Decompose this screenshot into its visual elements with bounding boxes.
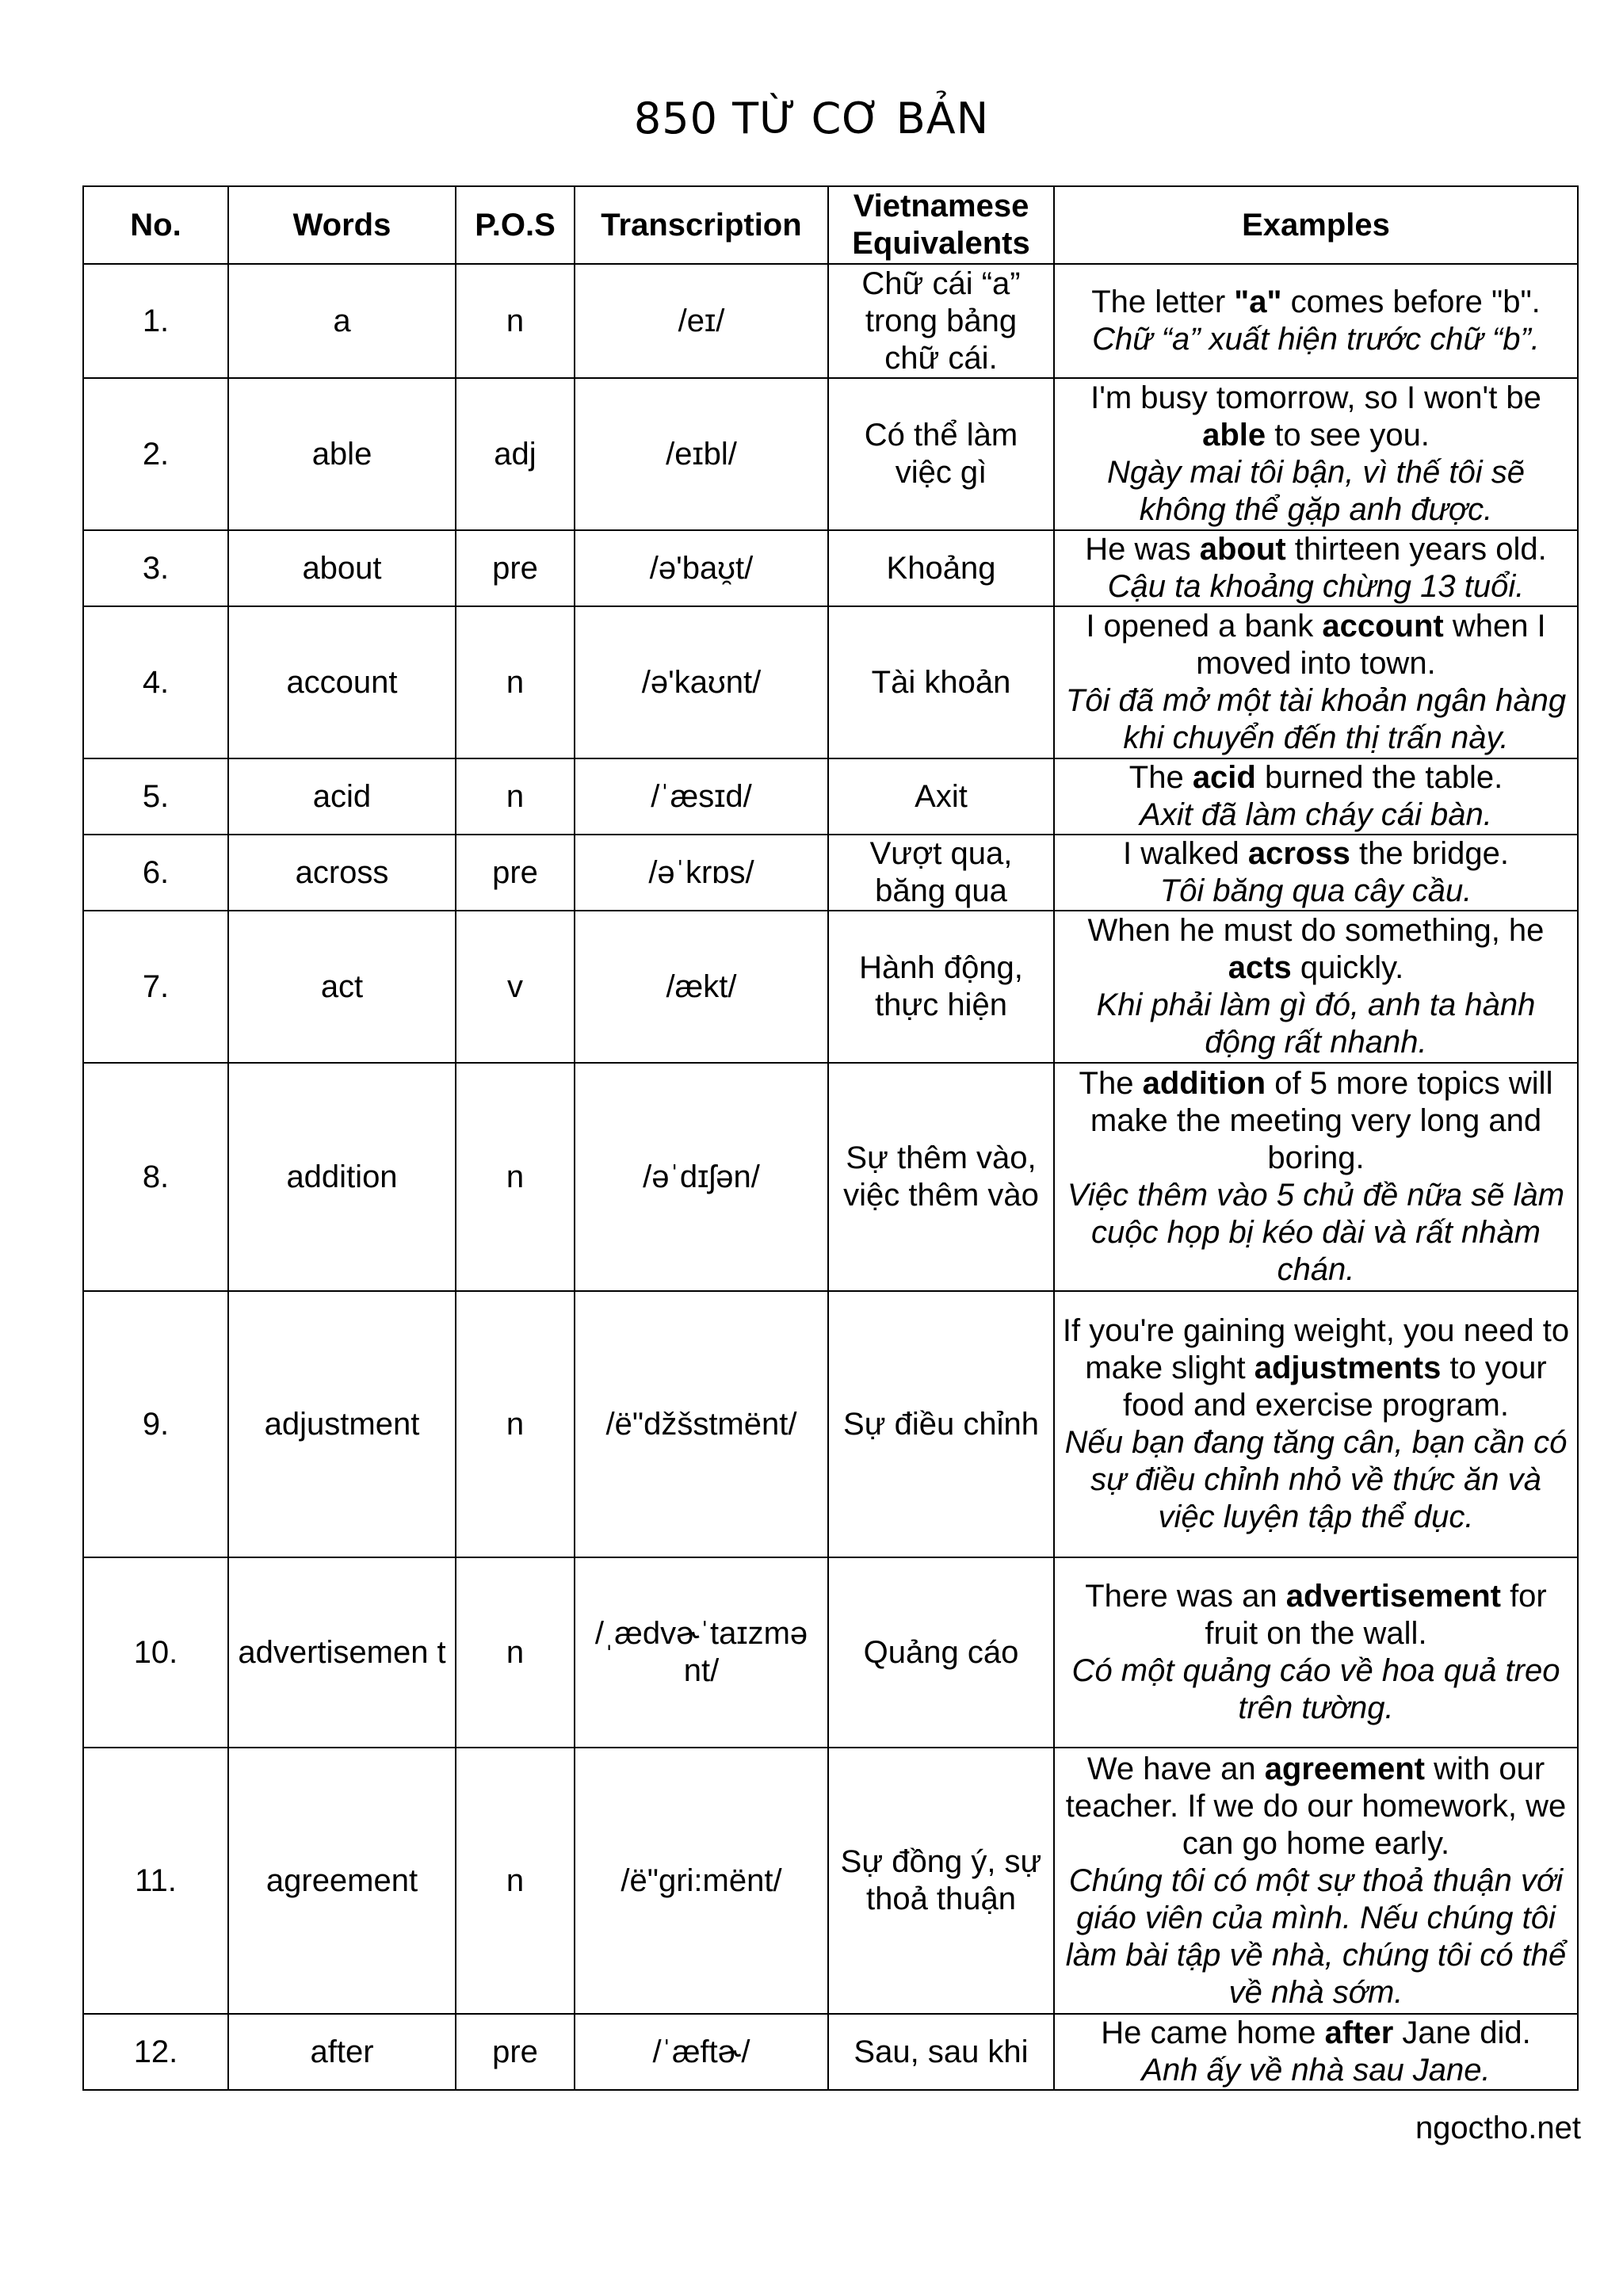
cell-no: 7. <box>83 911 228 1063</box>
cell-transcription: /ə'baʊ̯t/ <box>575 530 828 606</box>
example-english: When he must do something, he acts quickly. <box>1087 913 1545 985</box>
example-vietnamese: Cậu ta khoảng chừng 13 tuổi. <box>1107 569 1525 604</box>
cell-pos: n <box>456 606 575 758</box>
example-english: I walked across the bridge. <box>1123 836 1509 871</box>
cell-example <box>1054 606 1578 758</box>
cell-vietnamese: Sự điều chỉnh <box>828 1291 1054 1557</box>
cell-no: 10. <box>83 1557 228 1748</box>
column-header-examples: Examples <box>1054 186 1578 264</box>
cell-vietnamese: Quảng cáo <box>828 1557 1054 1748</box>
cell-word: acid <box>228 758 456 835</box>
table-row <box>83 1748 1578 2014</box>
example-vietnamese: Tôi băng qua cây cầu. <box>1159 873 1472 908</box>
cell-no: 11. <box>83 1748 228 2014</box>
table-row <box>83 1557 1578 1748</box>
example-english: I opened a bank account when I moved into town. <box>1086 609 1546 681</box>
cell-example <box>1054 1748 1578 2014</box>
example-vietnamese: Có một quảng cáo về hoa quả treo trên tường. <box>1071 1653 1560 1725</box>
page-title: 850 TỪ CƠ BẢN <box>633 94 990 143</box>
example-english: We have an agreement with our teacher. If we do our homework, we can go home early. <box>1065 1751 1567 1861</box>
table-row <box>83 606 1578 758</box>
cell-transcription: /ˈæftɚ/ <box>575 2014 828 2090</box>
cell-vietnamese: Hành động, thực hiện <box>828 911 1054 1063</box>
cell-vietnamese: Sự đồng ý, sự thoả thuận <box>828 1748 1054 2014</box>
cell-no: 12. <box>83 2014 228 2090</box>
site-watermark: ngoctho.net <box>1415 2111 1581 2145</box>
keyword: across <box>1247 836 1350 871</box>
cell-vietnamese: Chữ cái “a” trong bảng chữ cái. <box>828 264 1054 378</box>
example-vietnamese: Ngày mai tôi bận, vì thế tôi sẽ không thể gặp anh được. <box>1107 455 1525 527</box>
cell-word: able <box>228 378 456 530</box>
cell-pos: pre <box>456 2014 575 2090</box>
cell-vietnamese: Tài khoản <box>828 606 1054 758</box>
example-english: He came home after Jane did. <box>1101 2015 1531 2050</box>
keyword: agreement <box>1264 1751 1425 1786</box>
cell-word: across <box>228 835 456 911</box>
column-header-vietnamese: Vietnamese Equivalents <box>828 186 1054 264</box>
example-vietnamese: Việc thêm vào 5 chủ đề nữa sẽ làm cuộc họp bị kéo dài và rất nhàm chán. <box>1067 1178 1565 1287</box>
keyword: account <box>1322 609 1444 644</box>
cell-pos: v <box>456 911 575 1063</box>
cell-transcription: /əˈkrɒs/ <box>575 835 828 911</box>
keyword: about <box>1199 532 1286 567</box>
cell-pos: n <box>456 264 575 378</box>
cell-vietnamese: Khoảng <box>828 530 1054 606</box>
cell-vietnamese: Sự thêm vào, việc thêm vào <box>828 1063 1054 1291</box>
cell-pos: pre <box>456 530 575 606</box>
cell-transcription: /ˌædvɚˈtaɪzmə nt/ <box>575 1557 828 1748</box>
cell-pos: n <box>456 1063 575 1291</box>
example-vietnamese: Axit đã làm cháy cái bàn. <box>1140 797 1492 832</box>
table-row <box>83 2014 1578 2090</box>
cell-example <box>1054 264 1578 378</box>
cell-example <box>1054 1063 1578 1291</box>
cell-transcription: /eɪbl/ <box>575 378 828 530</box>
keyword: "a" <box>1234 285 1282 319</box>
cell-example <box>1054 1557 1578 1748</box>
table-header-row <box>83 186 1578 264</box>
cell-transcription: /ˈæsɪd/ <box>575 758 828 835</box>
table-row <box>83 530 1578 606</box>
example-english: I'm busy tomorrow, so I won't be able to see you. <box>1090 380 1541 453</box>
example-english: The addition of 5 more topics will make the meeting very long and boring. <box>1079 1066 1553 1175</box>
cell-word: agreement <box>228 1748 456 2014</box>
example-vietnamese: Khi phải làm gì đó, anh ta hành động rất nhanh. <box>1096 988 1536 1060</box>
cell-example <box>1054 2014 1578 2090</box>
keyword: after <box>1324 2015 1394 2050</box>
example-english: The acid burned the table. <box>1128 760 1503 795</box>
cell-no: 1. <box>83 264 228 378</box>
cell-no: 6. <box>83 835 228 911</box>
keyword: advertisement <box>1285 1579 1501 1614</box>
cell-pos: n <box>456 1748 575 2014</box>
column-header-words: Words <box>228 186 456 264</box>
cell-word: about <box>228 530 456 606</box>
column-header-no: No. <box>83 186 228 264</box>
cell-vietnamese: Sau, sau khi <box>828 2014 1054 2090</box>
cell-pos: n <box>456 1557 575 1748</box>
cell-example <box>1054 911 1578 1063</box>
cell-example <box>1054 835 1578 911</box>
cell-vietnamese: Vượt qua, băng qua <box>828 835 1054 911</box>
cell-pos: n <box>456 758 575 835</box>
cell-word: advertisemen t <box>228 1557 456 1748</box>
table-row <box>83 758 1578 835</box>
table-row <box>83 378 1578 530</box>
cell-no: 5. <box>83 758 228 835</box>
column-header-transcription: Transcription <box>575 186 828 264</box>
cell-transcription: /əˈdɪʃən/ <box>575 1063 828 1291</box>
example-vietnamese: Chúng tôi có một sự thoả thuận với giáo viên của mình. Nếu chúng tôi làm bài tập về nhà, chúng tôi có thể về nhà sớm. <box>1065 1862 1567 2010</box>
cell-word: act <box>228 911 456 1063</box>
cell-example <box>1054 1291 1578 1557</box>
cell-transcription: /ə'kaʊnt/ <box>575 606 828 758</box>
example-english: The letter "a" comes before "b". <box>1091 285 1541 319</box>
example-english: He was about thirteen years old. <box>1085 532 1547 567</box>
cell-vietnamese: Có thể làm việc gì <box>828 378 1054 530</box>
cell-transcription: /eɪ/ <box>575 264 828 378</box>
cell-pos: pre <box>456 835 575 911</box>
example-english: There was an advertisement for fruit on the wall. <box>1085 1579 1547 1651</box>
cell-vietnamese: Axit <box>828 758 1054 835</box>
cell-word: after <box>228 2014 456 2090</box>
example-vietnamese: Chữ “a” xuất hiện trước chữ “b”. <box>1092 322 1540 357</box>
table-row <box>83 264 1578 378</box>
keyword: addition <box>1142 1066 1266 1101</box>
table-row <box>83 835 1578 911</box>
cell-no: 8. <box>83 1063 228 1291</box>
cell-pos: adj <box>456 378 575 530</box>
cell-word: account <box>228 606 456 758</box>
table-row <box>83 1063 1578 1291</box>
table-row <box>83 1291 1578 1557</box>
table-row <box>83 911 1578 1063</box>
cell-word: addition <box>228 1063 456 1291</box>
cell-pos: n <box>456 1291 575 1557</box>
cell-transcription: /ë"gri:mënt/ <box>575 1748 828 2014</box>
keyword: acid <box>1192 760 1256 795</box>
cell-no: 2. <box>83 378 228 530</box>
keyword: able <box>1202 418 1266 453</box>
keyword: adjustments <box>1254 1350 1442 1385</box>
cell-example <box>1054 378 1578 530</box>
example-vietnamese: Nếu bạn đang tăng cân, bạn cần có sự điều chỉnh nhỏ về thức ăn và việc luyện tập thể dục. <box>1064 1425 1568 1534</box>
cell-example <box>1054 530 1578 606</box>
cell-word: a <box>228 264 456 378</box>
cell-transcription: /ækt/ <box>575 911 828 1063</box>
vocabulary-table <box>82 185 1579 2091</box>
cell-no: 9. <box>83 1291 228 1557</box>
example-vietnamese: Anh ấy về nhà sau Jane. <box>1141 2053 1491 2088</box>
cell-word: adjustment <box>228 1291 456 1557</box>
cell-transcription: /ë"džšstmënt/ <box>575 1291 828 1557</box>
cell-no: 4. <box>83 606 228 758</box>
column-header-pos: P.O.S <box>456 186 575 264</box>
cell-example <box>1054 758 1578 835</box>
cell-no: 3. <box>83 530 228 606</box>
keyword: acts <box>1228 950 1292 985</box>
example-vietnamese: Tôi đã mở một tài khoản ngân hàng khi chuyển đến thị trấn này. <box>1065 683 1567 755</box>
example-english: If you're gaining weight, you need to make slight adjustments to your food and exercise program. <box>1062 1313 1570 1423</box>
